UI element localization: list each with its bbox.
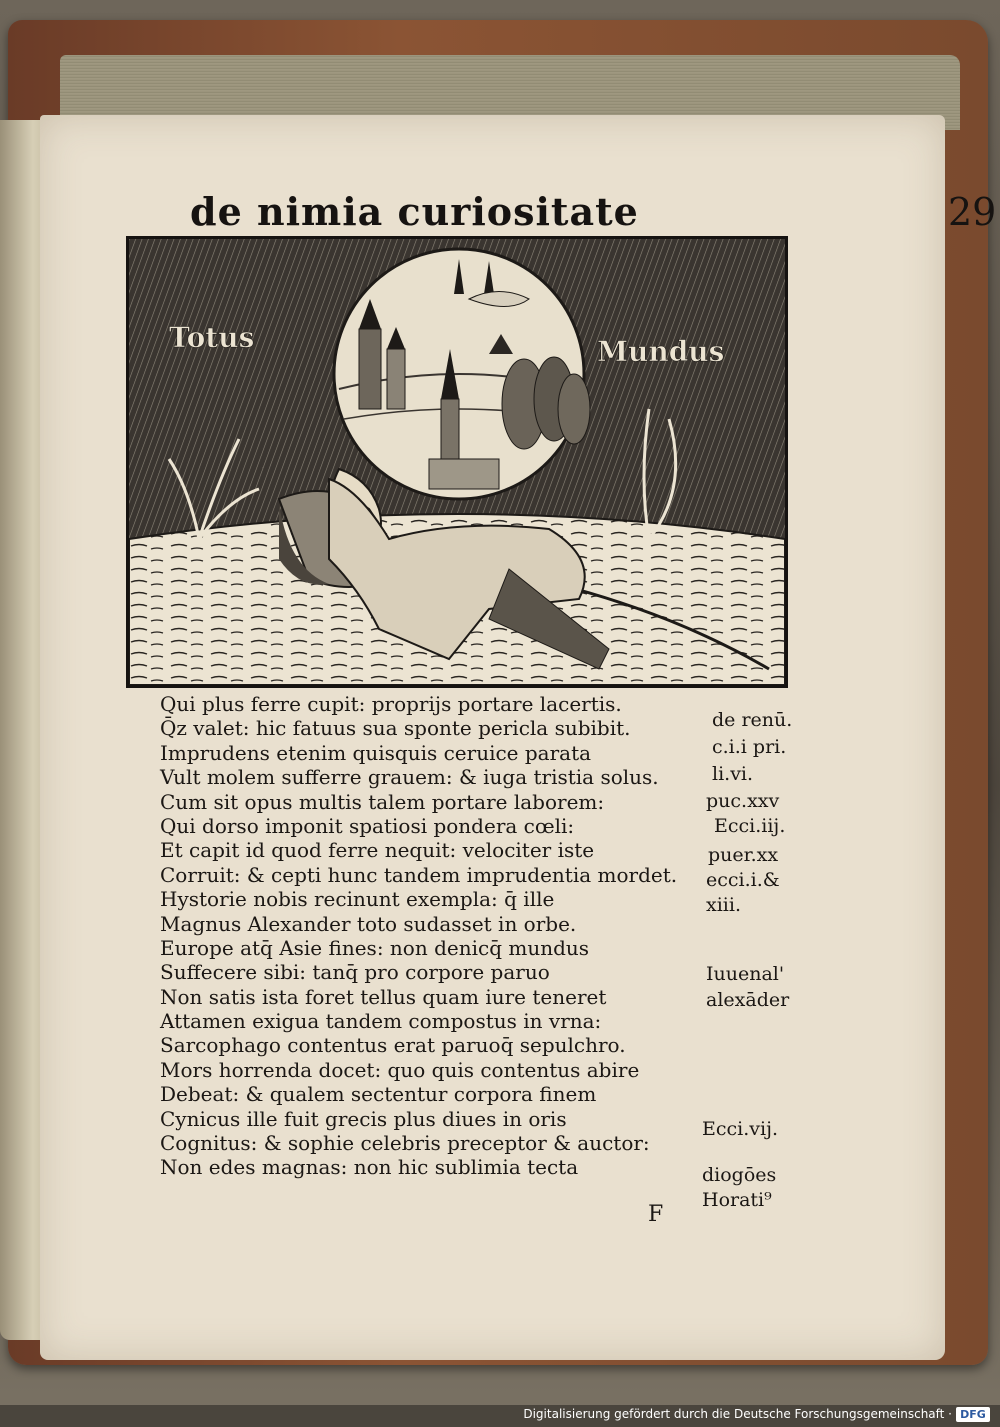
margin-note: Iuuenal' bbox=[706, 963, 785, 985]
verse-line: Cognitus: & sophie celebris preceptor & auctor: bbox=[160, 1131, 650, 1156]
woodcut-image bbox=[129, 239, 785, 685]
margin-note: Ecci.vij. bbox=[702, 1118, 779, 1140]
margin-note: de renū. bbox=[712, 709, 793, 731]
verse-line: Attamen exigua tandem compostus in vrna: bbox=[160, 1009, 602, 1034]
verse-line: Cynicus ille fuit grecis plus diues in oris bbox=[160, 1106, 567, 1131]
woodcut-label-right: Mundus bbox=[597, 335, 725, 368]
verse-line: Suffecere sibi: tanq̄ pro corpore paruo bbox=[160, 960, 550, 985]
verse-line: Cum sit opus multis talem portare laborem: bbox=[160, 789, 605, 814]
margin-note: c.i.i pri. bbox=[712, 736, 787, 758]
verse-line: Mors horrenda docet: quo quis contentus abire bbox=[160, 1057, 640, 1082]
margin-note: Horati⁹ bbox=[702, 1189, 772, 1211]
verse-line: Et capit id quod ferre nequit: velociter iste bbox=[160, 838, 595, 863]
verse-line: Non satis ista foret tellus quam iure teneret bbox=[160, 984, 607, 1009]
margin-note: alexāder bbox=[706, 989, 790, 1011]
margin-note: puc.xxv bbox=[706, 790, 780, 812]
woodcut-illustration bbox=[126, 236, 788, 688]
verse-line: Vult molem sufferre grauem: & iuga tristia solus. bbox=[160, 765, 659, 790]
margin-note: xiii. bbox=[706, 894, 741, 916]
verse-line: Non edes magnas: non hic sublimia tecta bbox=[160, 1155, 579, 1180]
margin-note: ecci.i.& bbox=[706, 869, 780, 891]
page-header bbox=[190, 182, 997, 242]
funding-credit: Digitalisierung gefördert durch die Deutsche Forschungsgemeinschaft · bbox=[523, 1407, 952, 1421]
dfg-logo: DFG bbox=[956, 1407, 990, 1422]
running-title: de nimia curiositate bbox=[190, 189, 639, 234]
verse-block bbox=[160, 692, 680, 1180]
verse-line: Hystorie nobis recinunt exempla: q̄ ille bbox=[160, 887, 555, 912]
margin-note: Ecci.iij. bbox=[714, 815, 786, 837]
margin-note: puer.xx bbox=[708, 844, 779, 866]
verse-line: Corruit: & cepti hunc tandem imprudentia mordet. bbox=[160, 862, 678, 887]
verse-line: Sarcophago contentus erat paruoq̄ sepulchro. bbox=[160, 1033, 626, 1058]
verse-line: Europe atq̄ Asie fines: non denicq̄ mundus bbox=[160, 935, 590, 960]
margin-note: li.vi. bbox=[712, 763, 754, 785]
woodcut-label-left: Totus bbox=[169, 321, 255, 354]
verse-line: Imprudens etenim quisquis ceruice parata bbox=[160, 740, 592, 765]
margin-note: diogōes bbox=[702, 1164, 777, 1186]
signature-mark: F bbox=[648, 1202, 664, 1227]
verse-line: Magnus Alexander toto sudasset in orbe. bbox=[160, 911, 577, 936]
verse-line: Qui dorso imponit spatiosi pondera cœli: bbox=[160, 813, 575, 838]
verse-line: Debeat: & qualem sectentur corpora finem bbox=[160, 1082, 597, 1107]
verse-line: Q̄z valet: hic fatuus sua sponte pericla subibit. bbox=[160, 716, 631, 741]
page-number: 29 bbox=[948, 190, 997, 234]
verse-line: Qui plus ferre cupit: proprijs portare lacertis. bbox=[160, 692, 622, 716]
